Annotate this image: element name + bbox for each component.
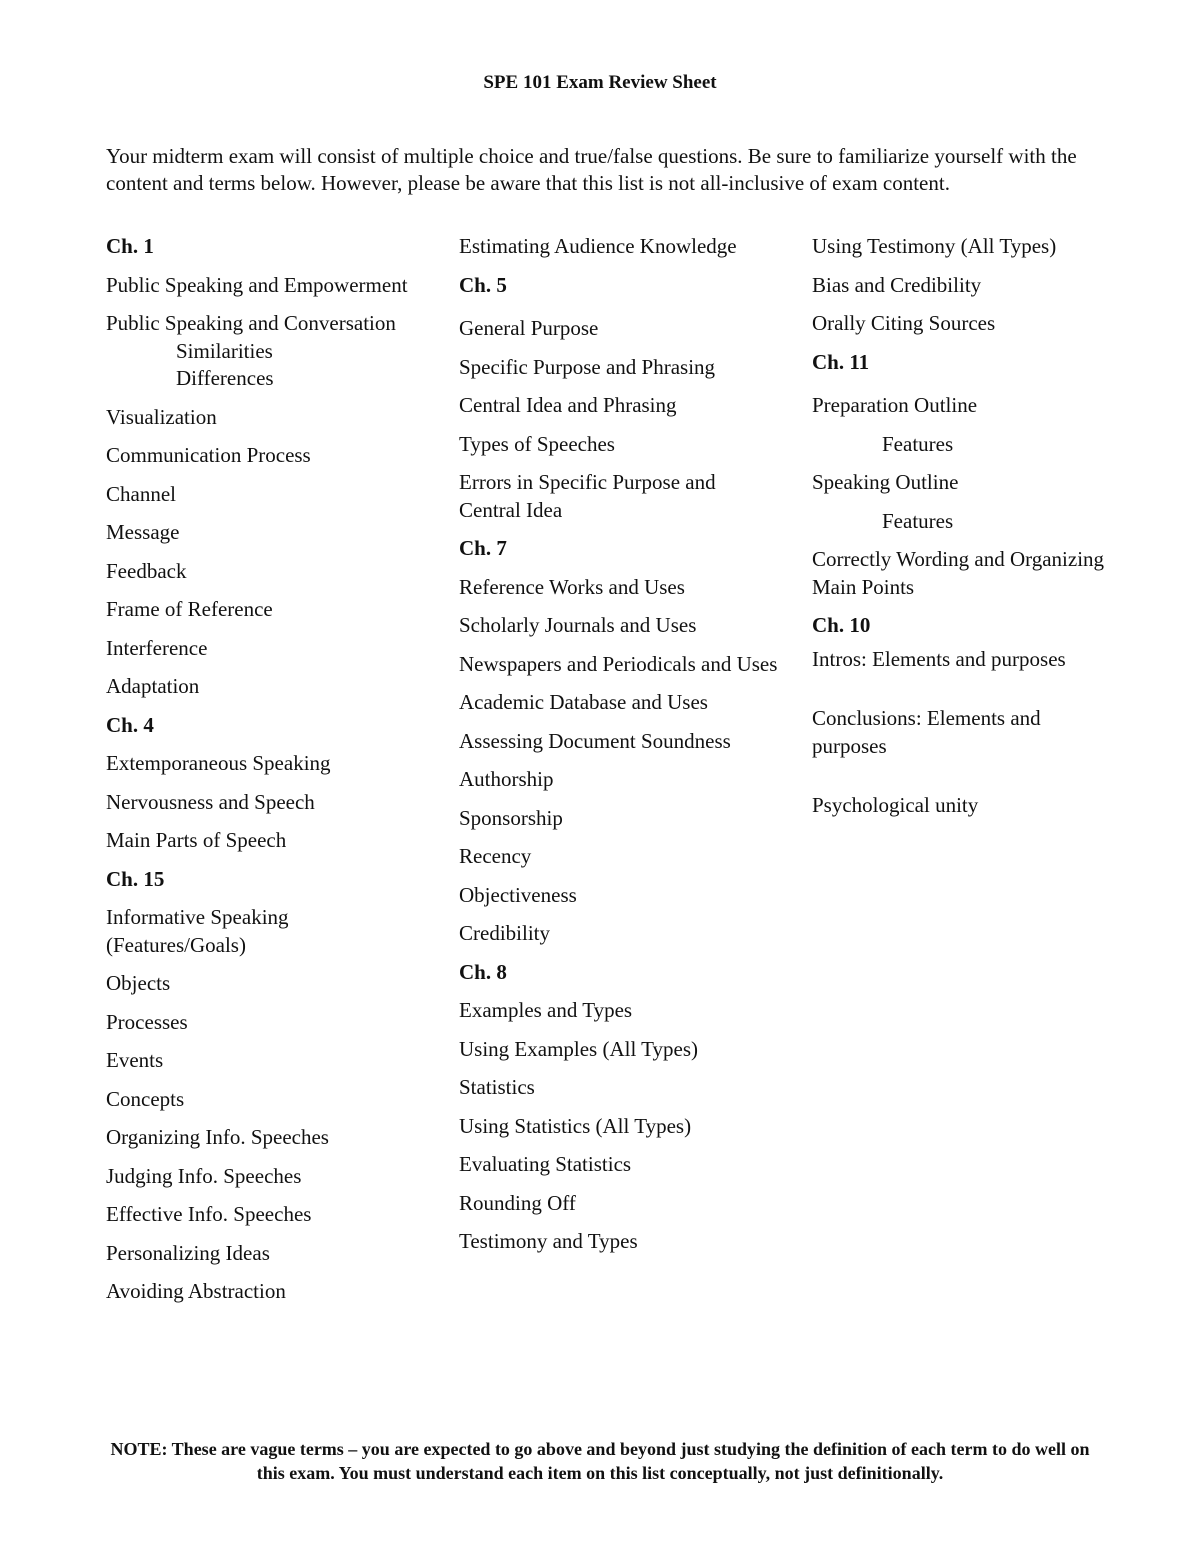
review-term: General Purpose	[459, 316, 599, 340]
review-term: Preparation Outline	[812, 393, 978, 417]
review-term: Assessing Document Soundness	[459, 728, 731, 753]
chapter-heading: Ch. 7	[459, 536, 507, 560]
review-term: Errors in Specific Purpose and Central Idea	[459, 470, 716, 522]
review-term: Similarities	[176, 338, 273, 363]
review-term: Processes	[106, 1009, 188, 1034]
review-term: Testimony and Types	[459, 1229, 638, 1253]
review-term: Visualization	[106, 404, 217, 429]
review-term: Avoiding Abstraction	[106, 1279, 286, 1303]
chapter-heading: Ch. 4	[106, 712, 154, 737]
chapter-heading: Ch. 1	[106, 234, 154, 258]
review-term: Bias and Credibility	[812, 272, 982, 297]
review-term: Types of Speeches	[459, 431, 615, 456]
review-term: Scholarly Journals and Uses	[459, 613, 697, 637]
review-term: Speaking Outline	[812, 470, 959, 494]
review-term: Evaluating Statistics	[459, 1152, 632, 1176]
review-term: Concepts	[106, 1086, 185, 1111]
chapter-heading: Ch. 5	[459, 272, 507, 297]
review-term: Newspapers and Periodicals and Uses	[459, 651, 778, 676]
review-term: Judging Info. Speeches	[106, 1163, 302, 1188]
note-footer: NOTE: These are vague terms – you are expected to go above and beyond just studying the definition of each term to do well on this exam. You must understand each item on this list conceptually, not just definitionally.	[110, 1439, 1090, 1483]
column-2	[459, 233, 779, 1267]
review-term: Interference	[106, 635, 208, 660]
review-term: Feedback	[106, 558, 187, 583]
review-term: Central Idea and Phrasing	[459, 393, 677, 417]
chapter-heading: Ch. 8	[459, 959, 507, 984]
review-term: Public Speaking and Conversation	[106, 311, 396, 335]
review-term: Features	[882, 431, 954, 456]
review-term: Features	[882, 508, 954, 533]
review-term: Main Parts of Speech	[106, 828, 287, 852]
review-term: Credibility	[459, 921, 550, 945]
review-term: Organizing Info. Speeches	[106, 1125, 329, 1149]
review-term: Specific Purpose and Phrasing	[459, 354, 716, 379]
review-term: Recency	[459, 844, 532, 868]
review-term: Objects	[106, 971, 171, 995]
review-term: Examples and Types	[459, 998, 633, 1022]
page-title: SPE 101 Exam Review Sheet	[483, 72, 717, 93]
review-term: Using Statistics (All Types)	[459, 1113, 692, 1138]
review-term: Objectiveness	[459, 882, 577, 907]
review-term: Psychological unity	[812, 793, 979, 817]
review-term: Personalizing Ideas	[106, 1240, 270, 1265]
review-term: Rounding Off	[459, 1190, 576, 1215]
column-3	[812, 233, 1112, 831]
review-term: Using Testimony (All Types)	[812, 234, 1057, 258]
review-term: Statistics	[459, 1075, 535, 1099]
review-term: Extemporaneous Speaking	[106, 751, 331, 775]
review-term: Message	[106, 520, 180, 544]
review-term: Nervousness and Speech	[106, 789, 315, 814]
review-term: Channel	[106, 481, 176, 506]
intro-paragraph: Your midterm exam will consist of multiple choice and true/false questions. Be sure to familiarize yourself with the content and terms below. However, please be aware that this list is not all-inclusive of exam content.	[106, 144, 1077, 195]
review-term: Intros: Elements and purposes	[812, 646, 1066, 671]
review-term: Public Speaking and Empowerment	[106, 272, 408, 297]
column-1	[106, 233, 426, 1317]
review-term: Differences	[176, 366, 274, 390]
review-term: Correctly Wording and Organizing Main Points	[812, 547, 1105, 599]
review-term: Conclusions: Elements and purposes	[812, 706, 1041, 758]
review-term: Frame of Reference	[106, 597, 273, 621]
chapter-heading: Ch. 10	[812, 613, 871, 637]
review-term: Sponsorship	[459, 805, 563, 830]
review-term: Effective Info. Speeches	[106, 1202, 312, 1226]
review-term: Orally Citing Sources	[812, 311, 996, 335]
review-term: Communication Process	[106, 443, 311, 467]
review-term: Informative Speaking (Features/Goals)	[106, 905, 289, 957]
review-term: Reference Works and Uses	[459, 574, 685, 599]
review-term: Using Examples (All Types)	[459, 1036, 699, 1061]
chapter-heading: Ch. 15	[106, 866, 165, 891]
review-term: Estimating Audience Knowledge	[459, 234, 737, 258]
chapter-heading: Ch. 11	[812, 349, 870, 374]
review-term: Events	[106, 1048, 164, 1072]
review-term: Authorship	[459, 767, 554, 791]
review-term: Adaptation	[106, 674, 200, 698]
review-term: Academic Database and Uses	[459, 690, 708, 714]
